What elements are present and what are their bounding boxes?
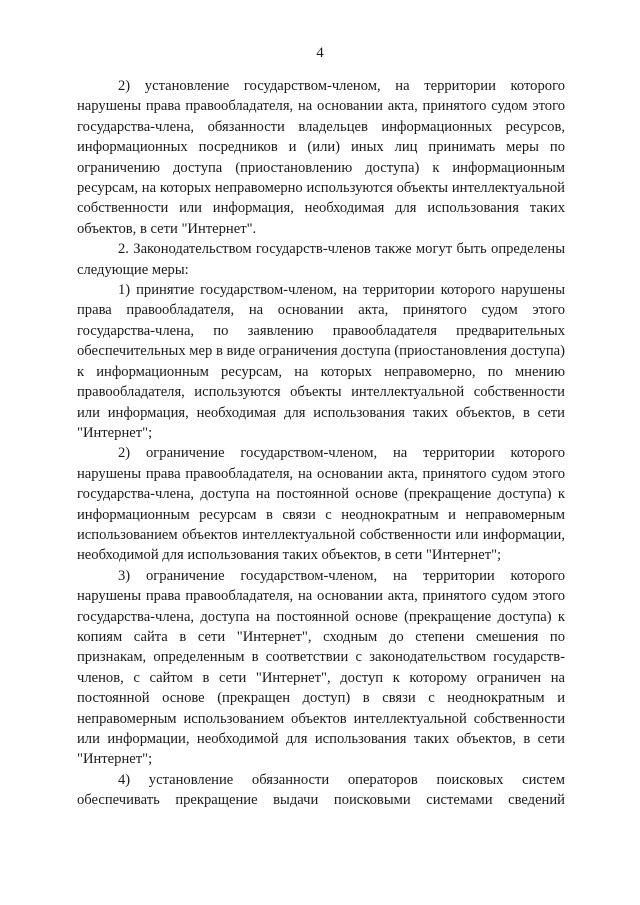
paragraph-section-2-intro: 2. Законодательством государств-членов также могут быть определены следующие меры: — [77, 241, 565, 278]
paragraph-measure-3-mirror-sites: 3) ограничение государством-членом, на территории которого нарушены права правообладателя, на основании акта, принятого судом этого государства-члена, доступа на постоянной основе (прекращение доступа) к копиям сайта в сети "Интернет", сходным до степени смешения по признакам, определенным в соответствии с законодательством государств-членов, с сайтом в сети "Интернет", доступ к которому ограничен на постоянной основе (прекращен доступ) в связи с неоднократным и неправомерным использованием объектов интеллектуальной собственности или информации, необходимой для использования таких объектов, в сети "Интернет"; — [77, 567, 565, 768]
page-number: 4 — [316, 45, 324, 61]
document-body — [77, 76, 565, 811]
paragraph-measure-4-search-engines: 4) установление обязанности операторов поисковых систем обеспечивать прекращение выдачи поисковыми системами сведений — [77, 771, 565, 809]
paragraph-measure-1-interim-measures: 1) принятие государством-членом, на территории которого нарушены права правообладателя, на основании акта, принятого судом этого государства-члена, по заявлению правообладателя предварительных обеспечительных мер в виде ограничения доступа (приостановления доступа) к информационным ресурсам, на которых неправомерно, по мнению правообладателя, используются объекты интеллектуальной собственности или информация, необходимая для использования таких объектов, в сети "Интернет"; — [77, 282, 565, 441]
paragraph-measure-2-permanent-restriction: 2) ограничение государством-членом, на территории которого нарушены права правообладателя, на основании акта, принятого судом этого государства-члена, доступа на постоянной основе (прекращение доступа) к информационным ресурсам в связи с неоднократным и неправомерным использованием объектов интеллектуальной собственности или информации, необходимой для использования таких объектов, в сети "Интернет"; — [77, 445, 565, 564]
paragraph-item-2-blocking-obligation: 2) установление государством-членом, на территории которого нарушены права правообладателя, на основании акта, принятого судом этого государства-члена, обязанности владельцев информационных ресурсов, информационных посредников и (или) иных лиц принимать меры по ограничению доступа (приостановлению доступа) к информационным ресурсам, на которых неправомерно используются объекты интеллектуальной собственности или информация, необходимая для использования таких объектов, в сети "Интернет". — [77, 78, 565, 237]
